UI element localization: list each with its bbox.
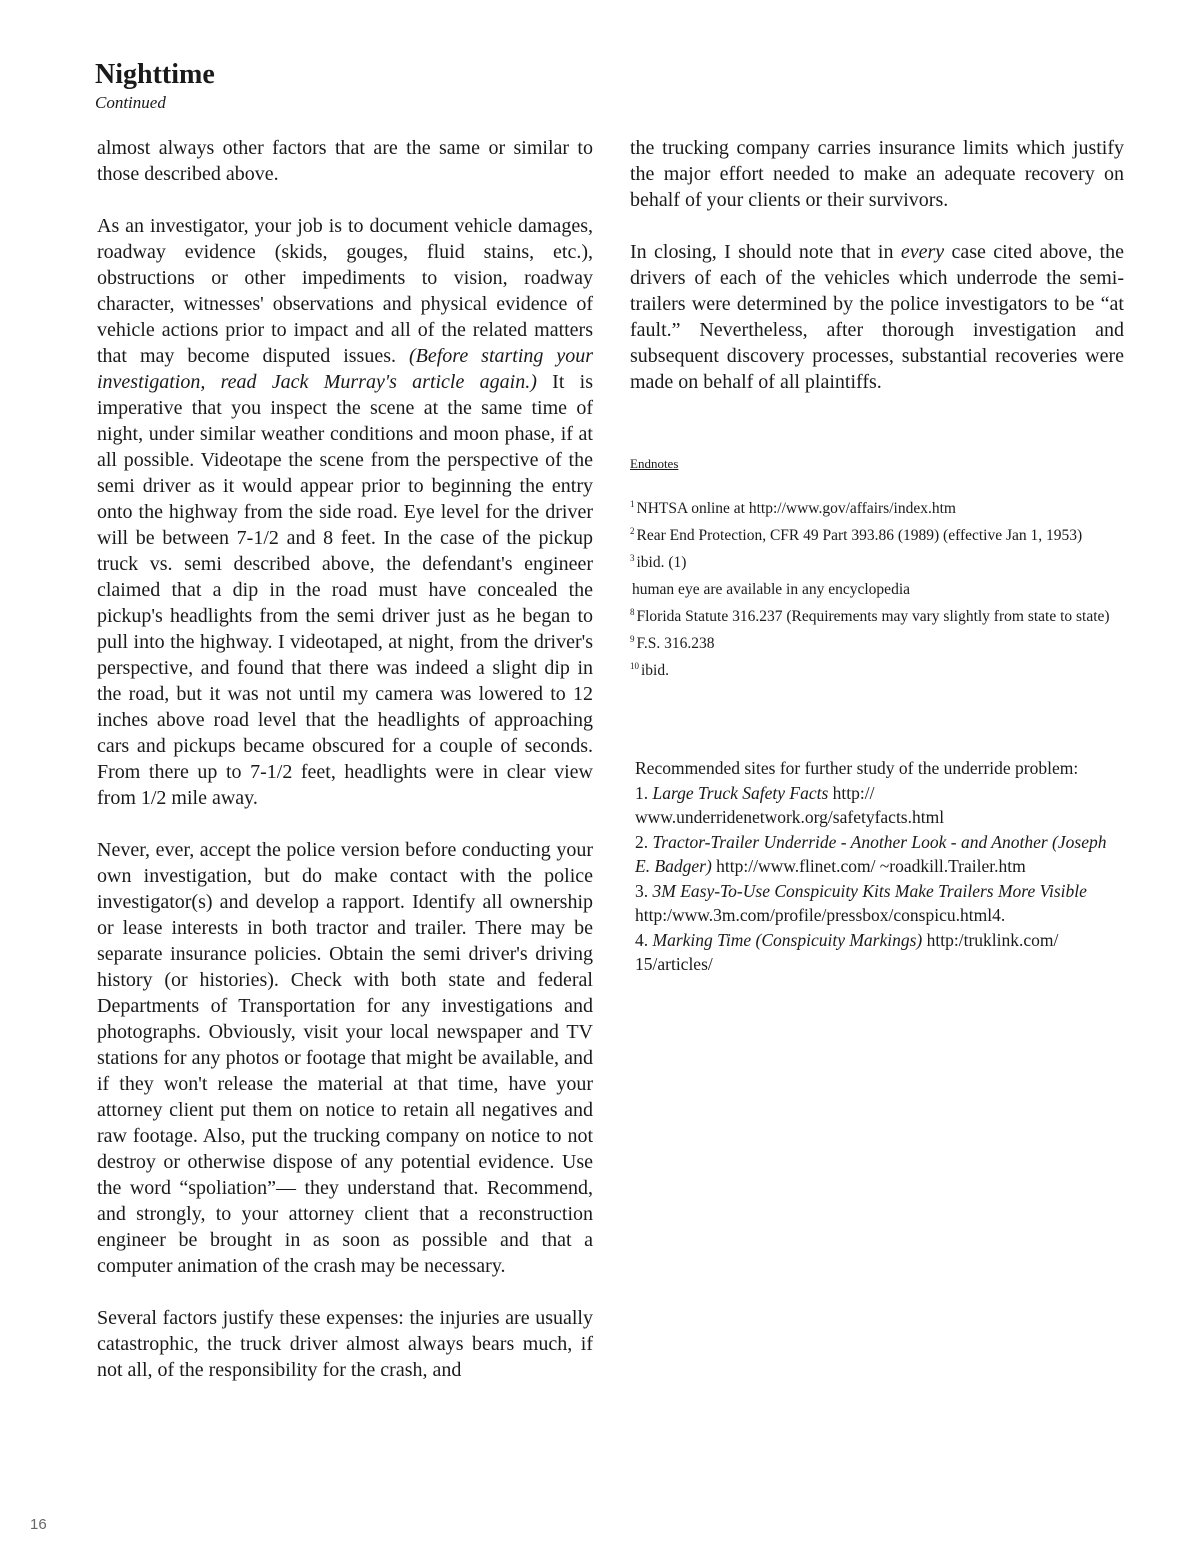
right-paragraph-2	[630, 239, 1124, 395]
site-url[interactable]: http://www.flinet.com/ ~roadkill.Trailer.htm	[711, 856, 1026, 876]
page-title: Nighttime	[95, 59, 215, 90]
right-p2-italic: every	[900, 241, 945, 263]
left-paragraph-2	[97, 213, 593, 811]
sites-intro: Recommended sites for further study of the underride problem:	[635, 758, 1079, 778]
site-number: 4.	[635, 929, 653, 950]
endnotes	[630, 450, 1130, 684]
endnote-item	[630, 657, 1130, 684]
left-paragraph-1: almost always other factors that are the same or similar to those described above.	[97, 137, 593, 185]
left-p2-italic: (Before starting your investigation, read Jack Murray's article again.)	[97, 345, 594, 393]
page-number: 16	[30, 1516, 47, 1533]
right-paragraph-1: the trucking company carries insurance limits which justify the major effort needed to make an adequate recovery on behalf of your clients or their survivors.	[630, 137, 1124, 211]
endnote-item	[630, 576, 1130, 603]
left-paragraph-4: Several factors justify these expenses: the injuries are usually catastrophic, the truck driver almost always bears much, if not all, of the responsibility for the crash, and	[97, 1307, 593, 1381]
site-title: Large Truck Safety Facts	[652, 782, 829, 803]
site-number: 1.	[635, 782, 653, 803]
endnote-number: 9	[630, 633, 635, 644]
endnote-text: NHTSA online at http://www.gov/affairs/index.htm	[636, 500, 956, 517]
section-heading	[95, 58, 215, 114]
site-item	[635, 928, 1125, 977]
left-paragraph-3: Never, ever, accept the police version before conducting your own investigation, but do make contact with the police investigator(s) and develop a rapport. Identify all ownership or lease interests in both tractor and trailer. There may be separate insurance policies. Obtain the semi driver's driving history (or histories). Check with both state and federal Departments of Transportation for any investigations and photographs. Obviously, visit your local newspaper and TV stations for any photos or footage that might be available, and if they won't release the material at that time, have your attorney client put them on notice to retain all negatives and raw footage. Also, put the trucking company on notice to not destroy or otherwise dispose of any potential evidence. Use the word “spoliation”— they understand that. Recommend, and strongly, to your attorney client that a reconstruction engineer be brought in as soon as possible and that a computer animation of the crash may be necessary.	[97, 839, 593, 1277]
endnote-text: ibid. (1)	[636, 554, 687, 571]
right-p2-end: case cited above, the drivers of each of the vehicles which underrode the semi-trailers were determined by the police investigators to be “at fault.” Nevertheless, after thorough investigation and subsequent discovery processes, substantial recoveries were made on behalf of all plaintiffs.	[630, 241, 1124, 393]
site-url[interactable]: http:// www.underridenetwork.org/safetyfacts.html	[635, 782, 945, 827]
endnote-number: 10	[630, 660, 639, 671]
site-title: Marking Time (Conspicuity Markings)	[652, 929, 923, 950]
site-item	[635, 830, 1125, 879]
endnote-number: 2	[630, 525, 635, 536]
endnote-number: 3	[630, 552, 635, 563]
endnote-text: ibid.	[641, 662, 669, 679]
site-url[interactable]: http:/truklink.com/ 15/articles/	[635, 929, 1059, 974]
site-title: 3M Easy-To-Use Conspicuity Kits Make Trailers More Visible	[652, 880, 1087, 901]
right-p2-start: In closing, I should note that in	[630, 241, 901, 263]
continued-label: Continued	[95, 93, 166, 112]
site-item	[635, 781, 1125, 830]
endnote-text: human eye are available in any encyclopedia	[632, 581, 911, 598]
right-column	[630, 135, 1124, 421]
endnote-text: Rear End Protection, CFR 49 Part 393.86 (1989) (effective Jan 1, 1953)	[636, 527, 1083, 544]
left-p2-start: As an investigator, your job is to document vehicle damages, roadway evidence (skids, gouges, fluid stains, etc.), obstructions or other impediments to vision, roadway character, witnesses' observations and physical evidence of vehicle actions prior to impact and all of the related matters that may become disputed issues.	[97, 215, 593, 367]
endnote-number: 1	[630, 498, 635, 509]
endnote-text: Florida Statute 316.237 (Requirements may vary slightly from state to state)	[636, 608, 1110, 625]
endnote-item	[630, 549, 1130, 576]
endnote-number: 8	[630, 606, 635, 617]
site-url[interactable]: http:/www.3m.com/profile/pressbox/conspicu.html4.	[635, 905, 1006, 925]
endnotes-title: Endnotes	[630, 456, 679, 471]
site-item	[635, 879, 1125, 928]
endnote-item	[630, 522, 1130, 549]
endnote-item	[630, 630, 1130, 657]
site-number: 2.	[635, 831, 653, 852]
left-column	[97, 135, 593, 1409]
endnote-item	[630, 603, 1130, 630]
recommended-sites	[635, 756, 1125, 977]
endnote-item	[630, 495, 1130, 522]
left-p2-end: It is imperative that you inspect the scene at the same time of night, under similar weather conditions and moon phase, if at all possible. Videotape the scene from the perspective of the semi driver as it would appear prior to beginning the entry onto the highway from the side road. Eye level for the driver will be between 7-1/2 and 8 feet. In the case of the pickup truck vs. semi described above, the defendant's engineer claimed that a dip in the road must have concealed the pickup's headlights from the semi driver just as he began to pull into the highway. I videotaped, at night, from the driver's perspective, and found that there was indeed a slight dip in the road, but it was not until my camera was lowered to 12 inches above road level that the headlights of approaching cars and pickups became obscured for a couple of seconds. From there up to 7-1/2 feet, headlights were in clear view from 1/2 mile away.	[97, 371, 593, 809]
site-number: 3.	[635, 880, 653, 901]
site-title: Tractor-Trailer Underride - Another Look - and Another (Joseph E. Badger)	[635, 831, 1107, 876]
endnote-text: F.S. 316.238	[636, 635, 715, 652]
